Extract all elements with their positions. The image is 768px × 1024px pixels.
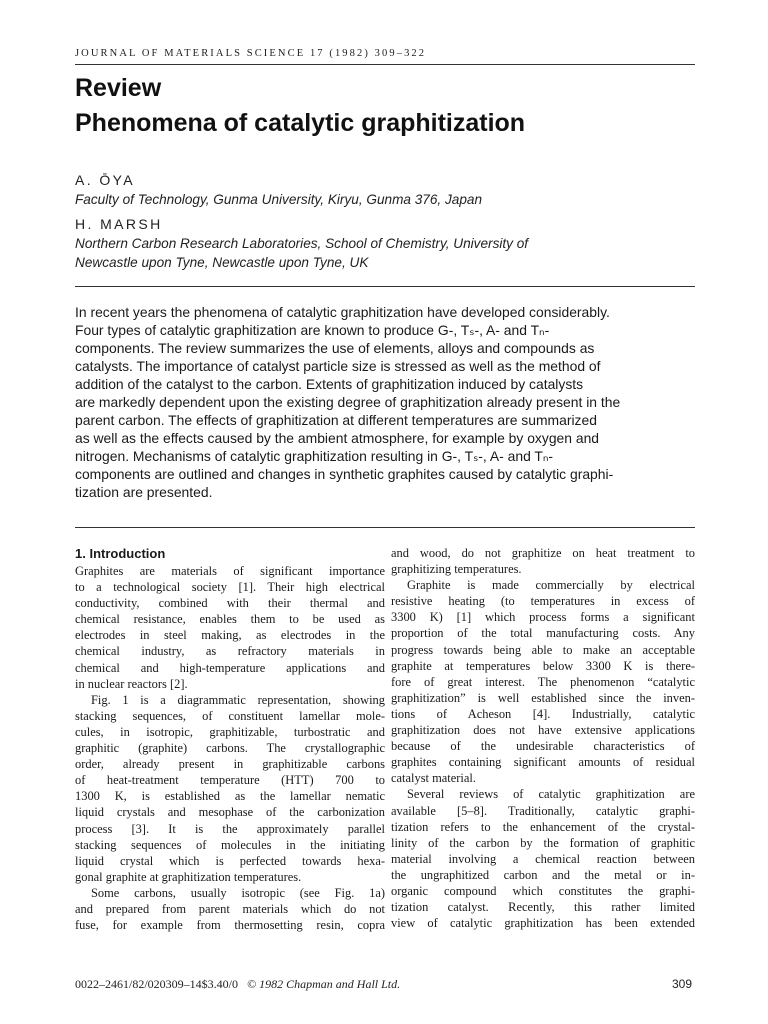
abstract-line: addition of the catalyst to the carbon. Extents of graphitization induced by catalysts: [75, 376, 584, 392]
body-line: cules, in isotropic, graphitizable, turbostratic and: [75, 724, 385, 739]
left-column: [75, 545, 385, 933]
abstract-line: components are outlined and changes in synthetic graphites caused by catalytic graphi-: [75, 466, 614, 482]
abstract-line: parent carbon. The effects of graphitization at different temperatures are summarized: [75, 412, 597, 428]
journal-header: JOURNAL OF MATERIALS SCIENCE 17 (1982) 309–322: [75, 48, 427, 59]
body-line: and prepared from parent materials which do not: [75, 901, 385, 916]
body-line: tions of Acheson [4]. Industrially, catalytic: [391, 706, 695, 721]
body-line: available [5–8]. Traditionally, catalytic graphi-: [391, 803, 695, 818]
header-rule: [75, 64, 695, 65]
body-line: graphitic (graphite) carbons. The crystallographic: [75, 741, 385, 756]
body-line: stacking sequences of molecules in the initiating: [75, 837, 385, 852]
body-line: catalyst material.: [391, 771, 476, 786]
body-line: chemical industry, as refractory materials in: [75, 644, 385, 659]
body-line: tization refers to the enhancement of the crystal-: [391, 819, 695, 834]
body-line: liquid crystal which is perfected towards hexa-: [75, 853, 385, 868]
abstract-line: as well as the effects caused by the ambient atmosphere, for example by oxygen and: [75, 430, 600, 446]
body-line: Graphites are materials of significant importance: [75, 564, 385, 578]
body-line: proportion of the total manufacturing costs. Any: [391, 626, 695, 641]
body-line: view of catalytic graphitization has been extended: [391, 916, 695, 931]
body-line: Graphite is made commercially by electrical: [407, 578, 695, 593]
body-line: graphitization” is well established since the inven-: [391, 690, 695, 705]
body-line: organic compound which constitutes the graphi-: [391, 883, 695, 898]
body-line: electrodes in steel making, as electrodes in the: [75, 628, 385, 643]
page-number: 309: [672, 977, 693, 991]
abstract-line: Four types of catalytic graphitization are known to produce G-, Tₛ-, A- and Tₙ-: [75, 322, 550, 338]
right-column: [391, 545, 695, 931]
affiliation-line: Newcastle upon Tyne, Newcastle upon Tyne, UK: [75, 255, 369, 270]
body-line: liquid crystals and mesophase of the carbonization: [75, 805, 385, 820]
abstract-line: catalysts. The importance of catalyst particle size is stressed as well as the method of: [75, 358, 601, 374]
paper-title: Phenomena of catalytic graphitization: [75, 109, 526, 137]
author-name: A. ŌYA: [75, 172, 136, 188]
body-line: order, already present in graphitizable carbons: [75, 757, 385, 772]
body-line: fore of great interest. The phenomenon “catalytic: [391, 674, 695, 689]
body-line: chemical and high-temperature applications and: [75, 660, 385, 675]
body-line: and wood, do not graphitize on heat treatment to: [391, 546, 695, 560]
body-line: graphite at temperatures below 3300 K is there-: [391, 658, 695, 673]
body-line: 3300 K) [1] which process forms a significant: [391, 610, 695, 625]
author-name: H. MARSH: [75, 216, 163, 232]
body-line: because of the undesirable characteristics of: [391, 739, 695, 754]
body-line: graphitization does not have extensive applications: [391, 723, 695, 738]
body-line: the ungraphitized carbon and the metal or in-: [391, 867, 695, 882]
body-line: conductivity, combined with their thermal and: [75, 596, 385, 611]
body-line: to a technological society [1]. Their high electrical: [75, 580, 385, 595]
body-line: Several reviews of catalytic graphitization are: [407, 787, 695, 802]
abstract-line: In recent years the phenomena of catalytic graphitization have developed considerably.: [75, 304, 610, 320]
body-line: 1300 K, is established as the lamellar nematic: [75, 789, 385, 804]
footer-copyright: © 1982 Chapman and Hall Ltd.: [247, 977, 401, 991]
body-line: resistive heating (to temperatures in excess of: [391, 594, 695, 609]
body-line: progress towards being able to make an acceptable: [391, 642, 695, 657]
body-line: material involving a chemical reaction between: [391, 851, 695, 866]
body-line: tization catalyst. Recently, this rather limited: [391, 900, 695, 915]
abstract-line: nitrogen. Mechanisms of catalytic graphitization resulting in G-, Tₛ-, A- and Tₙ-: [75, 448, 554, 464]
abstract-line: tization are presented.: [75, 484, 213, 500]
author-affiliation: [75, 190, 695, 209]
abstract-bottom-rule: [75, 527, 695, 528]
body-line: fuse, for example from thermosetting resin, copra: [75, 918, 385, 933]
affiliation-line: Northern Carbon Research Laboratories, School of Chemistry, University of: [75, 236, 529, 251]
body-line: graphites containing significant amounts of residual: [391, 755, 695, 770]
body-line: process [3]. It is the approximately parallel: [75, 821, 385, 836]
abstract-line: are markedly dependent upon the existing degree of graphitization already present in the: [75, 394, 621, 410]
body-line: Fig. 1 is a diagrammatic representation, showing: [91, 692, 385, 707]
footer-citation: [75, 977, 400, 992]
body-line: stacking sequences, of constituent lamellar mole-: [75, 708, 385, 723]
body-line: Some carbons, usually isotropic (see Fig. 1a): [91, 885, 385, 900]
body-line: gonal graphite at graphitization temperatures.: [75, 869, 302, 884]
abstract-top-rule: [75, 286, 695, 287]
abstract-line: components. The review summarizes the use of elements, alloys and compounds as: [75, 340, 595, 356]
footer-code: 0022–2461/82/020309–14$3.40/0: [75, 977, 239, 991]
body-line: chemical resistance, enables them to be used as: [75, 612, 385, 627]
author-affiliation: [75, 234, 695, 272]
section-heading: 1. Introduction: [75, 546, 166, 561]
article-type: Review: [75, 74, 162, 102]
body-line: graphitizing temperatures.: [391, 562, 522, 577]
abstract: [75, 303, 705, 501]
body-line: linity of the carbon by the formation of graphitic: [391, 835, 695, 850]
body-line: of heat-treatment temperature (HTT) 700 to: [75, 773, 385, 788]
affiliation-line: Faculty of Technology, Gunma University, Kiryu, Gunma 376, Japan: [75, 192, 483, 207]
body-line: in nuclear reactors [2].: [75, 676, 188, 691]
